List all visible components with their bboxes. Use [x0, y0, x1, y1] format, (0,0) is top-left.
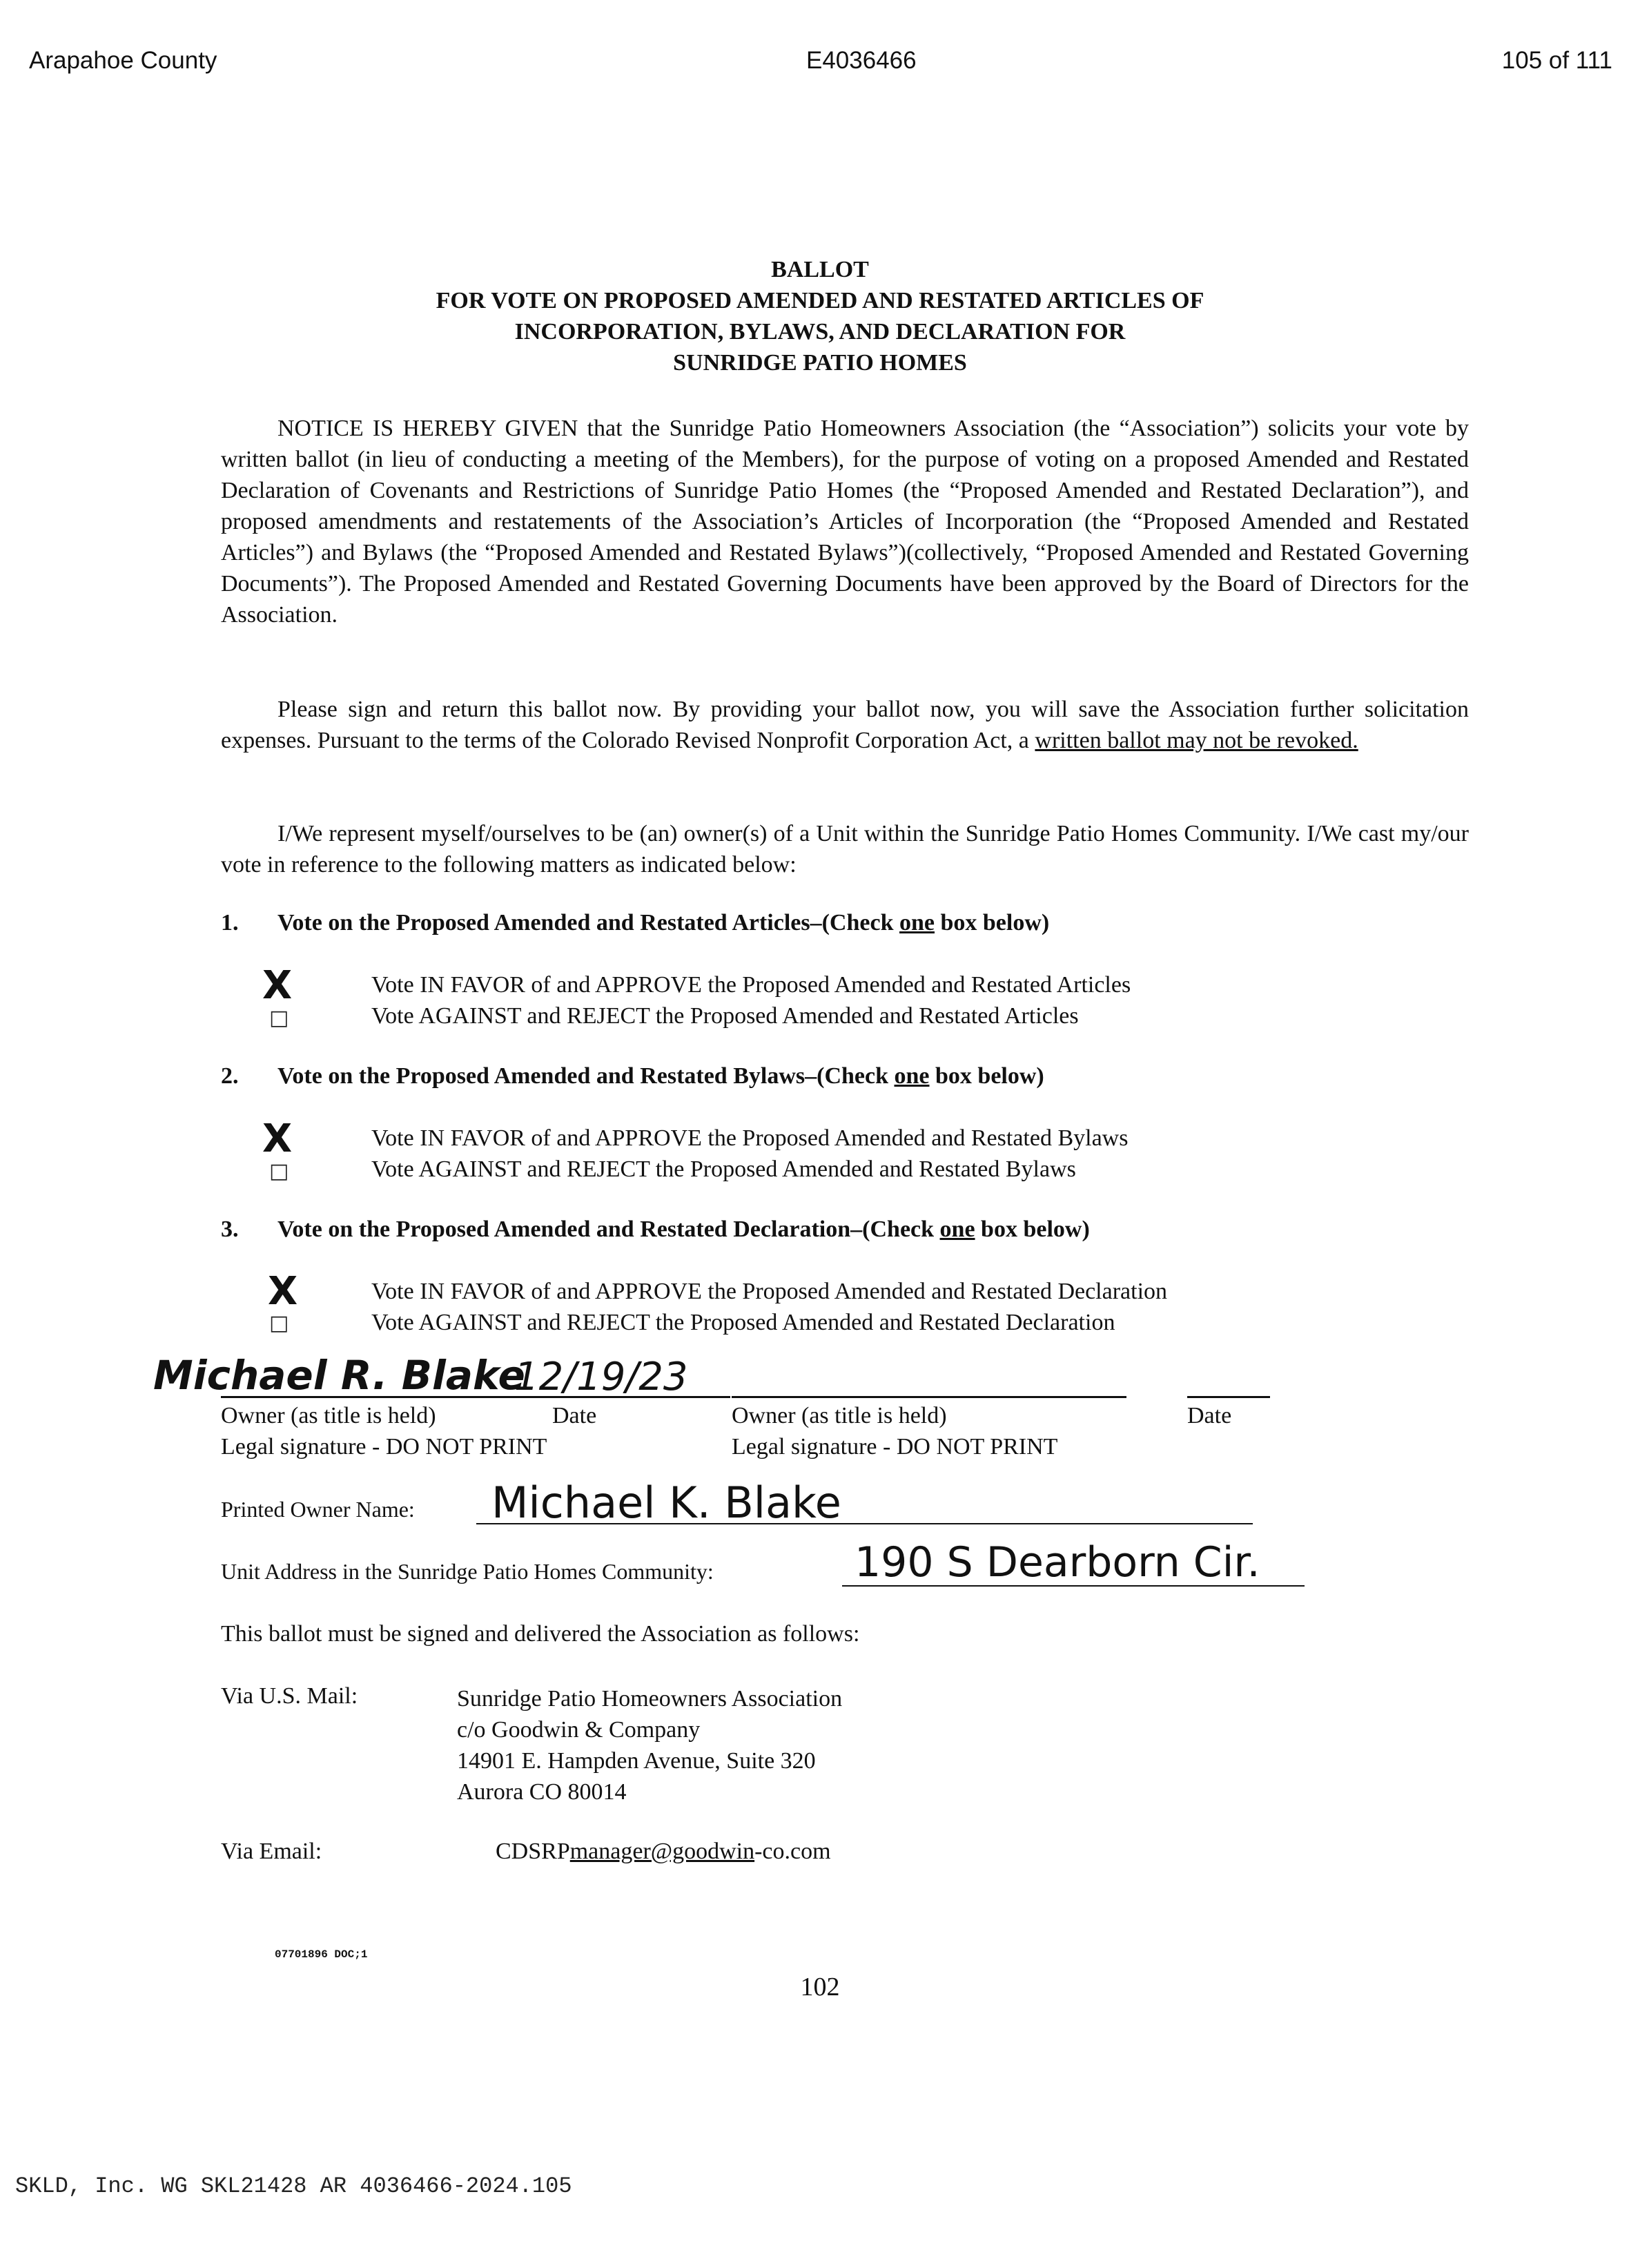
- item-1-heading: [221, 910, 1049, 936]
- item-3-heading: [221, 1217, 1090, 1243]
- against-checkbox-bylaws[interactable]: □: [269, 1159, 289, 1183]
- printed-name-label: Printed Owner Name:: [221, 1497, 415, 1522]
- mail-address-line-2: c/o Goodwin & Company: [457, 1717, 701, 1743]
- item-heading-one: one: [899, 910, 935, 936]
- legal-signature-label-1: Legal signature - DO NOT PRINT: [221, 1434, 547, 1460]
- mail-address-line-1: Sunridge Patio Homeowners Association: [457, 1686, 843, 1712]
- representation-paragraph: I/We represent myself/ourselves to be (an) owner(s) of a Unit within the Sunridge Patio Homes Community. I/We cast my/our vote in reference to the following matters as indicated below:: [221, 821, 1469, 878]
- legal-signature-label-2: Legal signature - DO NOT PRINT: [732, 1434, 1058, 1460]
- mail-address-line-3: 14901 E. Hampden Avenue, Suite 320: [457, 1748, 816, 1774]
- signature-line-1: [221, 1396, 730, 1398]
- item-2-heading: [221, 1063, 1044, 1089]
- favor-option-bylaws: Vote IN FAVOR of and APPROVE the Proposed Amended and Restated Bylaws: [371, 1125, 1129, 1151]
- against-option-declaration: Vote AGAINST and REJECT the Proposed Amended and Restated Declaration: [371, 1310, 1115, 1335]
- unit-address-line: [842, 1585, 1305, 1587]
- sign-return-text: Please sign and return this ballot now. By providing your ballot now, you will save the Association further solicitation expenses. Pursuant to the terms of the Colorado Revised Nonprofit Corporation Act, a: [221, 697, 1469, 753]
- recording-footer: SKLD, Inc. WG SKL21428 AR 4036466-2024.105: [15, 2173, 572, 2199]
- signature-date-handwritten: 12/19/23: [514, 1355, 688, 1399]
- sign-return-paragraph: [221, 694, 1469, 756]
- owner-signature-handwritten: Michael R. Blake: [153, 1352, 525, 1399]
- item-heading-text: Vote on the Proposed Amended and Restated Articles–(Check: [277, 910, 899, 936]
- email-underlined: manager@goodwin: [569, 1839, 755, 1864]
- title-line-1: BALLOT: [771, 257, 869, 282]
- date-label-1: Date: [552, 1403, 597, 1428]
- against-option-articles: Vote AGAINST and REJECT the Proposed Amended and Restated Articles: [371, 1003, 1079, 1029]
- unit-address-label: Unit Address in the Sunridge Patio Homes Community:: [221, 1559, 714, 1584]
- favor-option-declaration: Vote IN FAVOR of and APPROVE the Proposed Amended and Restated Declaration: [371, 1279, 1168, 1304]
- favor-checkbox-articles-checked[interactable]: X: [262, 963, 293, 1008]
- printed-name-handwritten[interactable]: Michael K. Blake: [491, 1477, 841, 1528]
- against-checkbox-articles[interactable]: □: [269, 1006, 289, 1030]
- item-heading-text: Vote on the Proposed Amended and Restated Bylaws–(Check: [277, 1063, 895, 1089]
- against-option-bylaws: Vote AGAINST and REJECT the Proposed Amended and Restated Bylaws: [371, 1156, 1076, 1182]
- title-line-3: INCORPORATION, BYLAWS, AND DECLARATION FOR: [514, 319, 1126, 345]
- page-counter: 105 of 111: [1501, 47, 1612, 74]
- email-suffix: -co.com: [754, 1839, 831, 1864]
- mail-address-line-4: Aurora CO 80014: [457, 1779, 627, 1805]
- item-heading-one: one: [894, 1063, 930, 1089]
- page-number: 102: [800, 1973, 840, 2002]
- item-heading-tail: box below): [934, 910, 1050, 936]
- unit-address-handwritten[interactable]: 190 S Dearborn Cir.: [855, 1538, 1260, 1587]
- county-name: Arapahoe County: [29, 47, 217, 74]
- favor-checkbox-declaration-checked[interactable]: X: [268, 1269, 298, 1314]
- owner-label-1: Owner (as title is held): [221, 1403, 436, 1428]
- document-code: 07701896 DOC;1: [275, 1948, 368, 1961]
- item-number: 3.: [221, 1217, 239, 1242]
- date-label-2: Date: [1187, 1403, 1232, 1428]
- title-line-4: SUNRIDGE PATIO HOMES: [673, 350, 967, 376]
- item-heading-tail: box below): [929, 1063, 1044, 1089]
- date-line-2: [1187, 1396, 1270, 1398]
- printed-name-line: [476, 1523, 1253, 1524]
- against-checkbox-declaration[interactable]: □: [269, 1311, 289, 1335]
- email-prefix: CDSRP: [496, 1839, 570, 1864]
- email-label: Via Email:: [221, 1839, 322, 1864]
- ballot-title: [0, 254, 1640, 378]
- item-heading-one: one: [939, 1217, 975, 1242]
- notice-paragraph: NOTICE IS HEREBY GIVEN that the Sunridge Patio Homeowners Association (the “Association”) solicits your vote by written ballot (in lieu of conducting a meeting of the Members), for the purpose of voting on a proposed Amended and Restated Declaration of Covenants and Restrictions of Sunridge Patio Homes (the “Proposed Amended and Restated Declaration”), and proposed amendments and restatements of the Association’s Articles of Incorporation (the “Proposed Amended and Restated Articles”) and Bylaws (the “Proposed Amended and Restated Bylaws”)(collectively, “Proposed Amended and Restated Governing Documents”). The Proposed Amended and Restated Governing Documents have been approved by the Board of Directors for the Association.: [221, 416, 1469, 628]
- item-number: 2.: [221, 1063, 239, 1089]
- item-heading-tail: box below): [975, 1217, 1090, 1242]
- mail-label: Via U.S. Mail:: [221, 1683, 358, 1709]
- item-heading-text: Vote on the Proposed Amended and Restated Declaration–(Check: [277, 1217, 940, 1242]
- owner-label-2: Owner (as title is held): [732, 1403, 947, 1428]
- item-number: 1.: [221, 910, 239, 936]
- title-line-2: FOR VOTE ON PROPOSED AMENDED AND RESTATED ARTICLES OF: [436, 288, 1204, 313]
- signature-line-2: [732, 1396, 1126, 1398]
- favor-checkbox-bylaws-checked[interactable]: X: [262, 1116, 293, 1161]
- delivery-instructions: This ballot must be signed and delivered the Association as follows:: [221, 1621, 860, 1647]
- record-number: E4036466: [806, 47, 917, 74]
- revocation-notice: written ballot may not be revoked.: [1035, 728, 1358, 753]
- favor-option-articles: Vote IN FAVOR of and APPROVE the Proposed Amended and Restated Articles: [371, 972, 1131, 998]
- email-address[interactable]: [496, 1839, 831, 1865]
